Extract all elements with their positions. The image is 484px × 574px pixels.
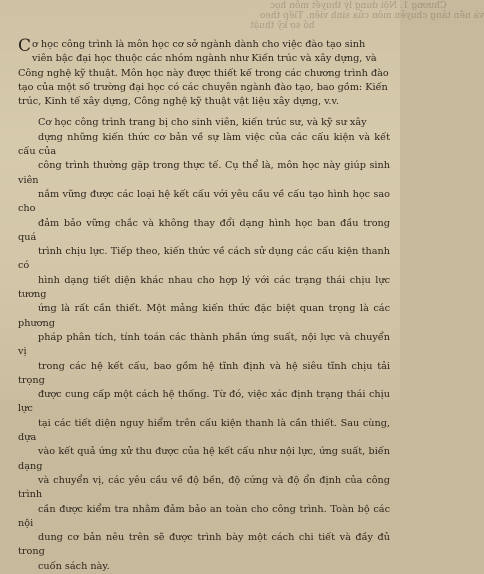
text-line: ứng là rất cần thiết. Một mảng kiến thức đặc biệt quan trọng là các phương	[18, 303, 390, 329]
text-line: ơ học công trình là môn học cơ sở ngành dành cho việc đào tạo sinh	[32, 39, 366, 50]
text-line: viên bậc đại học thuộc các nhóm ngành như Kiến trúc và xây dựng, và	[32, 53, 377, 65]
paragraph-intro	[18, 38, 390, 109]
text-line: nắm vững được các loại hệ kết cấu với yêu cầu về cấu tạo hình học sao cho	[18, 188, 390, 215]
text-line: tại các tiết diện nguy hiểm trên cấu kiện thanh là cần thiết. Sau cùng, dựa	[18, 417, 390, 444]
bleed-line: Chương 1. Nội dung lý thuyết môn học	[270, 1, 447, 11]
text-line: dung cơ bản nêu trên sẽ được trình bày một cách chi tiết và đầy đủ trong	[18, 532, 390, 558]
text-line: cần được kiểm tra nhằm đảm bảo an toàn cho công trình. Toàn bộ các nội	[18, 503, 390, 529]
text-line: Cơ học công trình trang bị cho sinh viên, kiến trúc sư, và kỹ sư xây	[38, 117, 367, 129]
text-line: dựng những kiến thức cơ bản về sự làm việc của các cấu kiện và kết cấu của	[18, 131, 390, 158]
text-line: trong các hệ kết cấu, bao gồm hệ tĩnh định và hệ siêu tĩnh chịu tải trọng	[18, 360, 390, 386]
text-line: tạo của một số trường đại học có các chuyên ngành đào tạo, bao gồm: Kiến	[18, 81, 388, 93]
body-text	[18, 38, 390, 574]
text-line: pháp phân tích, tính toán các thành phần ứng suất, nội lực và chuyển vị	[18, 331, 390, 358]
dropcap-letter: C	[18, 36, 32, 56]
text-line: cuốn sách này.	[38, 560, 110, 572]
bleed-line: hồ sơ kỹ thuật	[250, 21, 315, 31]
bleed-through-text	[0, 0, 484, 40]
paragraph-body	[18, 116, 390, 574]
text-line: được cung cấp một cách hệ thống. Từ đó, việc xác định trạng thái chịu lực	[18, 389, 390, 415]
text-line: công trình thường gặp trong thực tế. Cụ thể là, môn học này giúp sinh viên	[18, 160, 390, 186]
text-line: hình dạng tiết diện khác nhau cho hợp lý với các trạng thái chịu lực tương	[18, 274, 390, 301]
text-line: Công nghệ kỹ thuật. Môn học này được thiết kế trong các chương trình đào	[18, 67, 389, 79]
text-line: đảm bảo vững chắc và không thay đổi dạng hình học ban đầu trong quá	[18, 217, 390, 243]
bleed-line: và nền tảng chuyên môn của sinh viên. Tiếp theo	[260, 11, 484, 21]
text-line: trúc, Kinh tế xây dựng, Công nghệ kỹ thuật vật liệu xây dựng, v.v.	[18, 96, 339, 108]
text-line: và chuyển vị, các yêu cầu về độ bền, độ cứng và độ ổn định của công trình	[18, 474, 390, 501]
text-line: trình chịu lực. Tiếp theo, kiến thức về cách sử dụng các cấu kiện thanh có	[18, 246, 390, 272]
text-line: vào kết quả ứng xử thu được của hệ kết cấu như nội lực, ứng suất, biến dạng	[18, 446, 390, 472]
